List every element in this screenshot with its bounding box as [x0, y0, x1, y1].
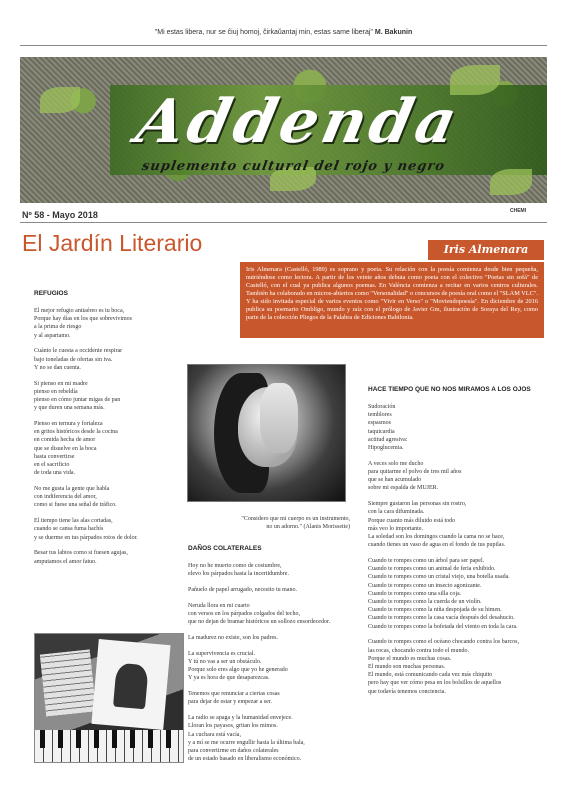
author-bio: Iris Almenara (Castelló, 1989) es soprano y poeta. Su relación con la poesía comienza desde bien pequeña, nutriéndose como lectora. A partir de los veinte años debuta como poeta con el colectivo "Poetas sin sofá" de Castelló, con el cual ya publica algunos poemas. En València comienza a recitar en varios centros culturales. También ha colaborado en micros-abiertos como "Versonalidad" o concursos de poesía oral como el "SLAM VLC". Y ha sido invitada especial de varios eventos como "Vivir en Verso" o "Moviendopoesía". En diciembre de 2016 publica su poemario Ombligo, mundo y raíz con el prólogo de Javier Gm, ilustración de Soraya del Rey, como parte de la colección Pliegos de la Palabra de Ediciones Babilonia. [240, 262, 544, 338]
stanza: Sudoración temblores espasmos taquicardia actitud agresiva: Hipoglucemia. [368, 404, 408, 452]
top-divider [20, 45, 547, 46]
poem-body [188, 562, 348, 763]
stanza: Hoy no he muerto como de costumbre, elevo los párpados hasta la incertidumbre. [188, 563, 289, 578]
stanza: La supervivencia es crucial. Y tú no vas a ser un obstáculo. Porque solo eres algo que yo he generado Y ya es hora de que desaparezcas. [188, 650, 288, 682]
book-cover-figure [113, 663, 149, 710]
piano-black-keys [35, 730, 183, 748]
stanza: Siempre gustaron las personas sin rostro, con la cara difuminada. Porque cuanto más diluido está todo más veo lo importante. La soledad son los domingos cuando la cama no se hace, cuando tienes un vaso de agua en el fondo de tus pupilas. [368, 501, 506, 549]
stanza: Cuando te rompes como un árbol para ser papel. Cuando te rompes como un animal de feria exhibido. Cuando te rompes como un cristal viejo, una botella usada. Cuando te rompes como un insecto agonizante. Cuando te rompes como una silla coja. Cuando te rompes como la cuerda de un violín. Cuando te rompes como la niña despojada de su himen. Cuando te rompes como la casa vacía después del desahucio. Cuando te rompes como la bofetada del viento en toda la cara. [368, 558, 518, 630]
author-photo [187, 364, 346, 502]
stanza: Si pienso en mi madre pienso en rebeldía pienso en cómo juntar migas de pan y que duren una semana más. [34, 380, 121, 412]
photo-caption: "Considero que mi cuerpo es un instrumento, no un adorno." (Alanis Morissette) [241, 516, 350, 530]
photo-hand [260, 383, 298, 453]
quote-text: "Mi estas libera, nur se ĉiuj homoj, ĉirkaŭantaj min, estas same liberaj" [154, 29, 373, 36]
stanza: Tenemos que renunciar a ciertas cosas para dejar de estar y empezar a ser. [188, 691, 280, 706]
book-cover [91, 639, 170, 730]
illustrator-credit: CHEMI [510, 208, 527, 214]
poem-title: HACE TIEMPO QUE NO NOS MIRAMOS A LOS OJOS [368, 386, 531, 393]
stanza: El tiempo tiene las alas cortadas, cuando se cansa fuma hachís y se duerme en tus párpados rotos de dolor. [34, 518, 138, 541]
book-piano-photo [34, 633, 184, 763]
poem-danos-colaterales [188, 545, 348, 771]
stanza: No me gusta la gente que habla con indiferencia del amor, como si fuese una señal de tráfico. [34, 486, 117, 509]
issue-divider [20, 222, 547, 223]
stanza: Pienso en ternura y fortaleza en gritos históricos desde la cocina en comida hecha de amor que se disuelve en la boca hasta convertirse en el sacrificio de toda una vida. [34, 421, 118, 477]
poem-body [34, 307, 184, 566]
stanza: Cuando te rompes como el océano chocando contra los barcos, las rocas, chocando contra todo el mundo. Porque el mundo es muchas cosas. El mundo son muchas personas. El mundo, está comunicando cada vez más chiquito pero hay que ver cómo pesa en los bolsillos de aquellos que todavía tenemos conciencia. [368, 639, 519, 695]
stanza: Cuánto le cuesta a occidente respirar bajo toneladas de ofertas sin iva. Y no se dan cuenta. [34, 348, 123, 371]
poem-hace-tiempo [368, 386, 548, 703]
masthead-subtitle: suplemento cultural del rojo y negro [140, 159, 447, 174]
masthead-banner [20, 57, 547, 203]
stanza: El mejor refugio antiaéreo es tu boca, Porque hay días en los que sobrevivimos a la prima de riesgo y al aspartamo. [34, 308, 132, 339]
poem-refugios [34, 290, 184, 573]
stanza: Pañuelo de papel arrugado, necesito tu mano. [188, 587, 297, 593]
poem-title: REFUGIOS [34, 290, 68, 297]
sheet-music [40, 650, 96, 717]
section-title: El Jardín Literario [22, 230, 203, 256]
stanza: La radio se apaga y la humanidad envejece. Lloran los payasos, gritan los mimos. La cuchara está vacía, y a mí se me ocurre engullir hasta la última bala, para convertirme en daños colaterales de un estado basado en liberalismo económico. [188, 715, 305, 763]
poem-body [368, 403, 548, 696]
issue-number: Nº 58 - Mayo 2018 [22, 210, 98, 220]
stanza: Neruda llora en mi cuarto con versos en los párpados colgados del techo, que no dejan de bramar históricos un sollozo ensordecedor. [188, 602, 331, 626]
poem-title: DAÑOS COLATERALES [188, 545, 262, 552]
stanza: La madurez no existe, son los padres. [188, 635, 278, 641]
leaf-decoration [40, 87, 80, 113]
leaf-decoration [490, 169, 532, 195]
quote-author: M. Bakunin [374, 29, 413, 36]
masthead-title: Addenda [130, 87, 467, 157]
header-quote [0, 29, 567, 36]
author-name: Iris Almenara [428, 240, 544, 260]
stanza: Besar tus labios como si fuesen agujas, amputamos el amor fatuo. [34, 550, 128, 565]
stanza: A veces solo me ducho para quitarme el polvo de tres mil años que se han acumulado sobre mi espalda de MUJER. [368, 460, 462, 492]
